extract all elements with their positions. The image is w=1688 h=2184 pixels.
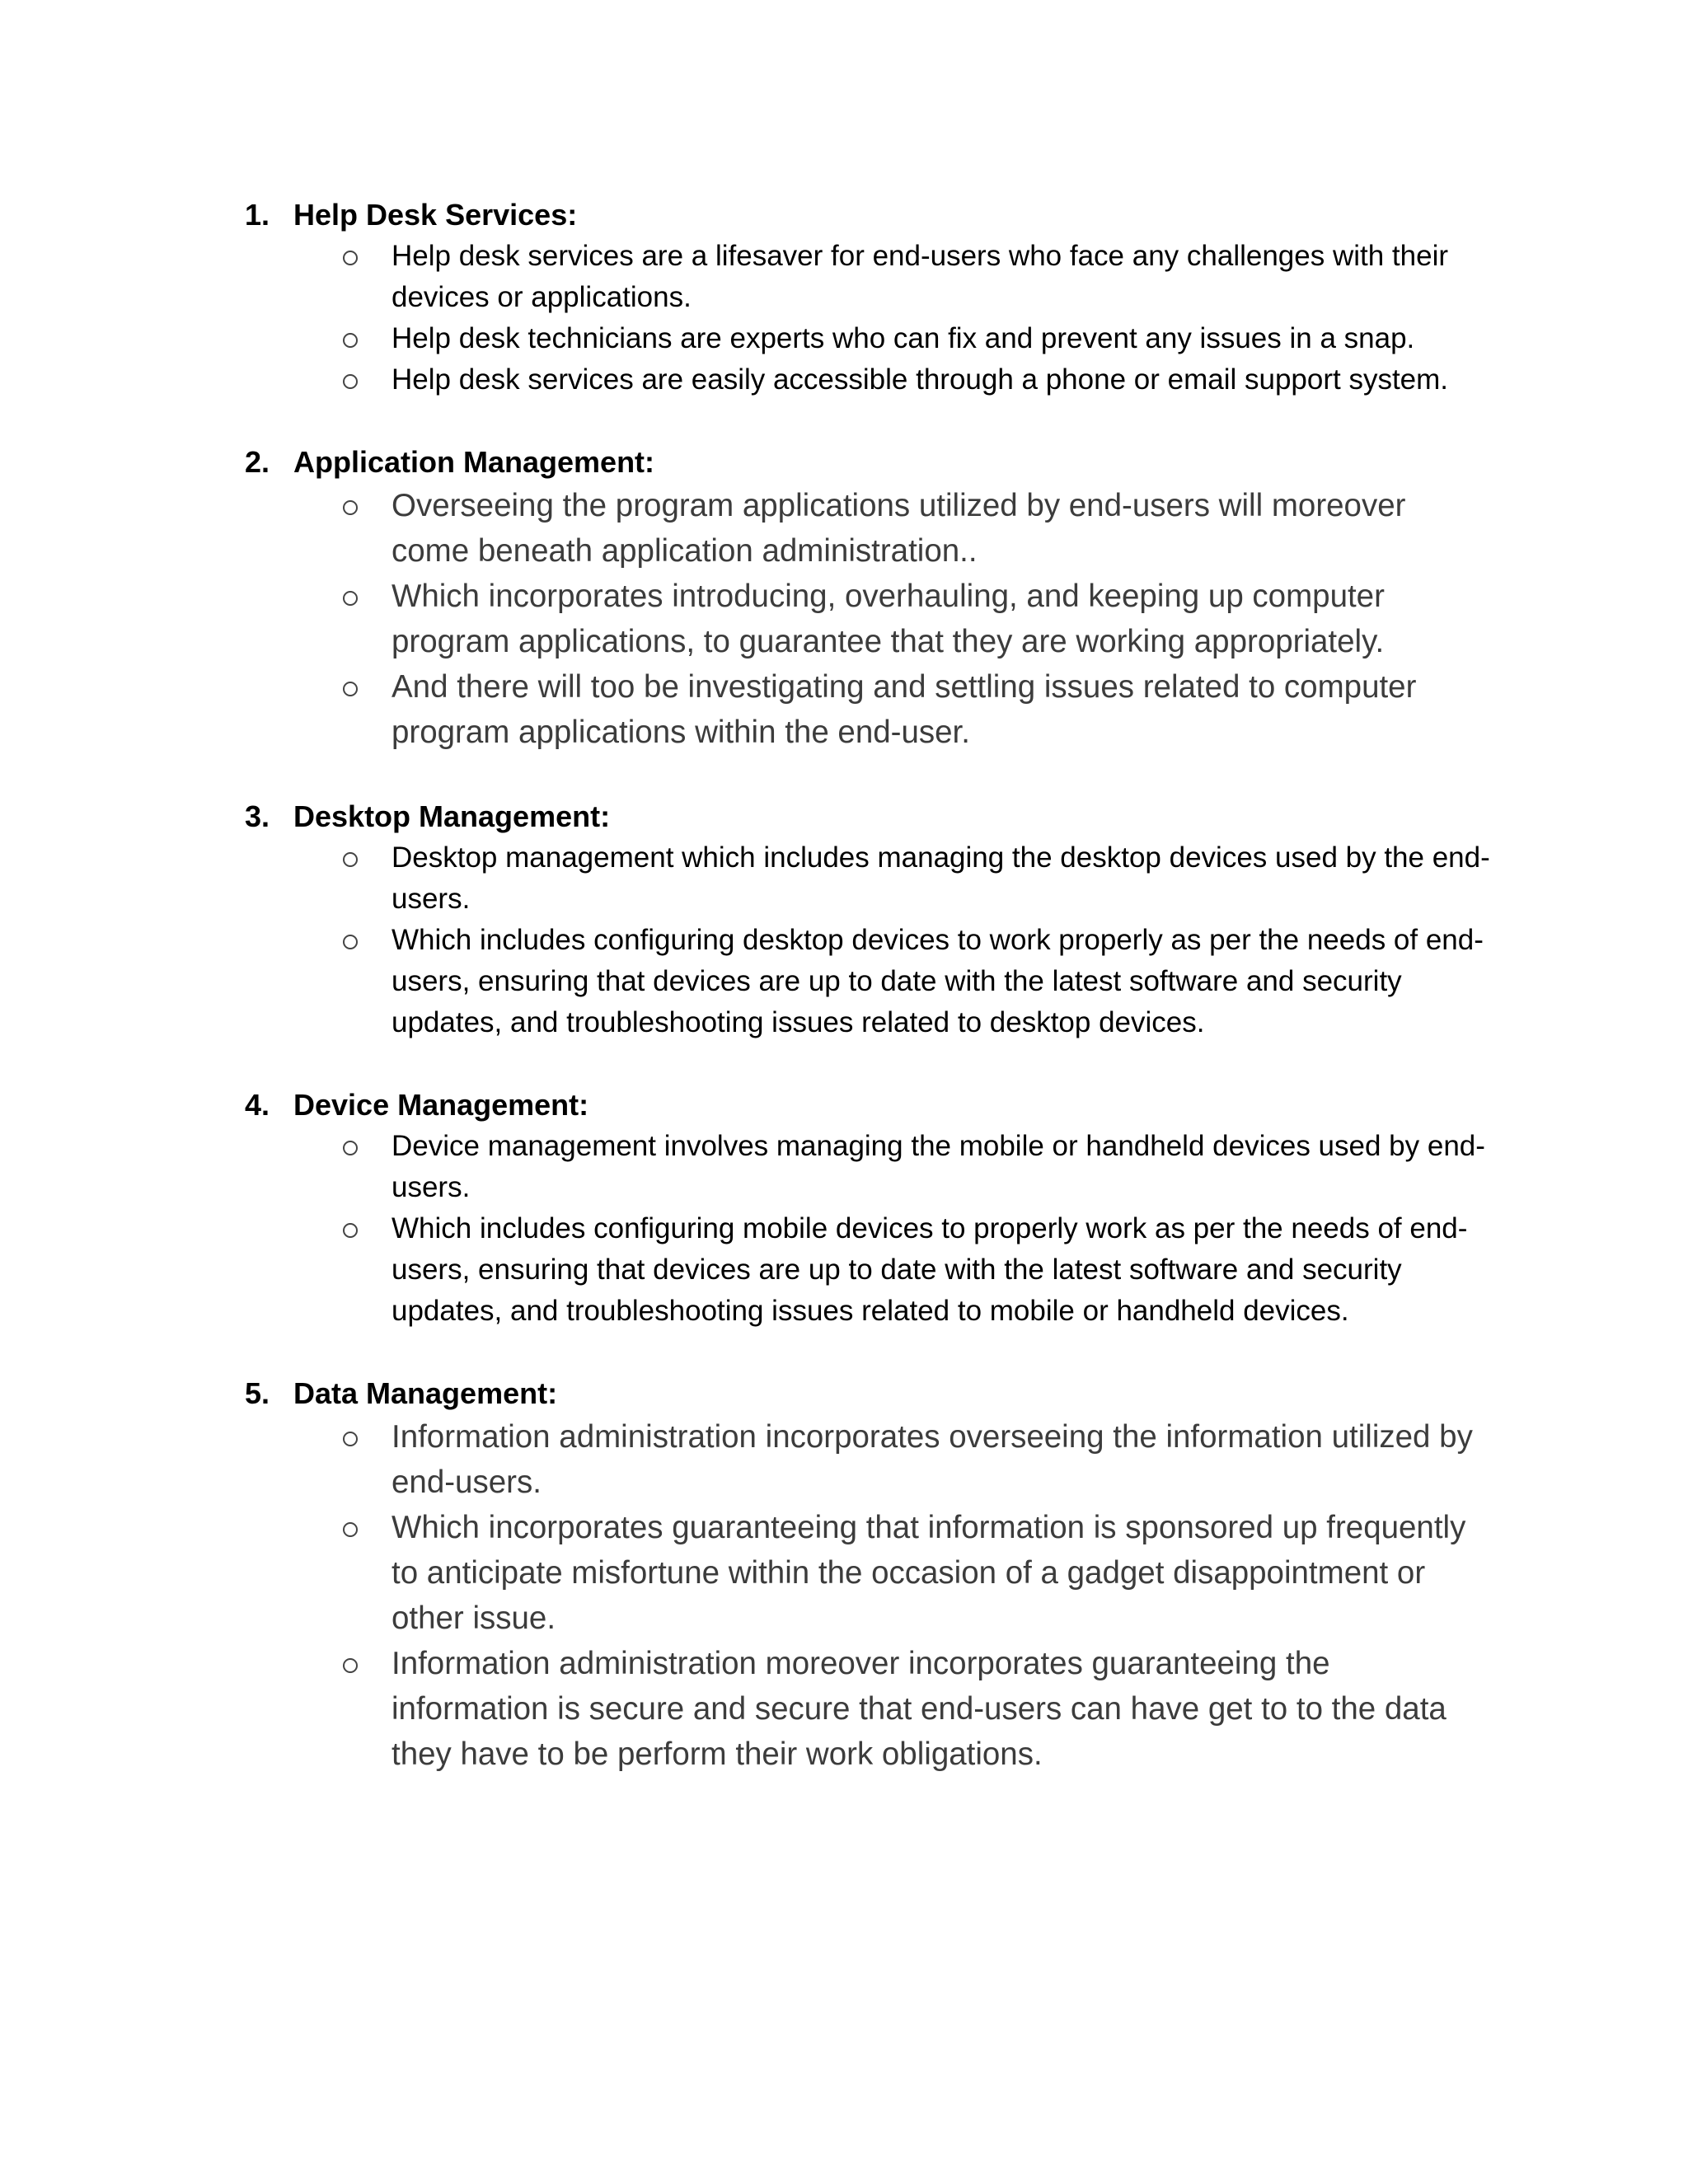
bullet-text: Desktop management which includes managing the desktop devices used by the end-users. bbox=[392, 841, 1490, 915]
hollow-circle-bullet-icon bbox=[338, 664, 363, 710]
section-device-management bbox=[0, 1085, 1688, 1332]
bullet-text: Which includes configuring mobile devices to properly work as per the needs of end-users, ensuring that devices are up to date with the latest software and security updates, and troubleshooting issues related to mobile or handheld devices. bbox=[392, 1212, 1468, 1327]
bullet-item bbox=[0, 236, 1492, 318]
bullet-item bbox=[0, 1414, 1492, 1505]
bullet-item bbox=[0, 574, 1492, 664]
section-heading bbox=[0, 194, 1688, 236]
section-title: Data Management: bbox=[293, 1376, 558, 1410]
bullet-text: Information administration incorporates overseeing the information utilized by end-users. bbox=[392, 1419, 1473, 1500]
hollow-circle-bullet-icon bbox=[338, 1414, 363, 1460]
bullet-text: Which incorporates guaranteeing that information is sponsored up frequently to anticipate misfortune within the occasion of a gadget disappointment or other issue. bbox=[392, 1510, 1466, 1636]
bullet-item bbox=[0, 1208, 1492, 1332]
bullet-list bbox=[0, 837, 1688, 1043]
document-content bbox=[0, 194, 1688, 1818]
section-heading bbox=[0, 1373, 1688, 1414]
bullet-item bbox=[0, 318, 1492, 359]
bullet-item bbox=[0, 483, 1492, 574]
bullet-item bbox=[0, 837, 1492, 920]
bullet-text: And there will too be investigating and settling issues related to computer program applications within the end-user. bbox=[392, 669, 1417, 750]
hollow-circle-bullet-icon bbox=[338, 574, 363, 619]
section-heading bbox=[0, 796, 1688, 837]
section-data-management bbox=[0, 1373, 1688, 1777]
bullet-item bbox=[0, 1126, 1492, 1208]
section-help-desk-services bbox=[0, 194, 1688, 401]
bullet-list bbox=[0, 1126, 1688, 1332]
section-heading bbox=[0, 1085, 1688, 1126]
bullet-list bbox=[0, 236, 1688, 401]
section-title: Help Desk Services: bbox=[293, 198, 578, 232]
hollow-circle-bullet-icon bbox=[338, 359, 363, 401]
hollow-circle-bullet-icon bbox=[338, 318, 363, 359]
hollow-circle-bullet-icon bbox=[338, 1505, 363, 1550]
section-title: Desktop Management: bbox=[293, 799, 611, 833]
bullet-item bbox=[0, 359, 1492, 401]
bullet-item bbox=[0, 920, 1492, 1043]
hollow-circle-bullet-icon bbox=[338, 1126, 363, 1167]
bullet-text: Which incorporates introducing, overhauling, and keeping up computer program applications, to guarantee that they are working appropriately. bbox=[392, 579, 1385, 659]
hollow-circle-bullet-icon bbox=[338, 920, 363, 961]
bullet-text: Help desk services are easily accessible through a phone or email support system. bbox=[392, 363, 1449, 396]
section-number: 4. bbox=[245, 1088, 270, 1122]
bullet-item bbox=[0, 664, 1492, 755]
bullet-text: Information administration moreover incorporates guaranteeing the information is secure and secure that end-users can have get to to the data they have to be perform their work obligations. bbox=[392, 1646, 1447, 1772]
hollow-circle-bullet-icon bbox=[338, 236, 363, 277]
section-number: 5. bbox=[245, 1376, 270, 1410]
section-number: 1. bbox=[245, 198, 270, 232]
section-number: 2. bbox=[245, 445, 270, 479]
bullet-text: Help desk services are a lifesaver for end-users who face any challenges with their devices or applications. bbox=[392, 240, 1449, 313]
hollow-circle-bullet-icon bbox=[338, 837, 363, 879]
section-number: 3. bbox=[245, 799, 270, 833]
section-title: Application Management: bbox=[293, 445, 655, 479]
bullet-text: Device management involves managing the mobile or handheld devices used by end-users. bbox=[392, 1130, 1485, 1203]
bullet-text: Help desk technicians are experts who can fix and prevent any issues in a snap. bbox=[392, 322, 1415, 354]
section-desktop-management bbox=[0, 796, 1688, 1043]
bullet-item bbox=[0, 1505, 1492, 1641]
bullet-item bbox=[0, 1641, 1492, 1777]
hollow-circle-bullet-icon bbox=[338, 483, 363, 528]
section-application-management bbox=[0, 442, 1688, 755]
hollow-circle-bullet-icon bbox=[338, 1641, 363, 1686]
section-title: Device Management: bbox=[293, 1088, 589, 1122]
bullet-text: Overseeing the program applications utilized by end-users will moreover come beneath application administration.. bbox=[392, 488, 1406, 569]
bullet-text: Which includes configuring desktop devices to work properly as per the needs of end-users, ensuring that devices are up to date with the latest software and security updates, and troubleshooting issues related to desktop devices. bbox=[392, 924, 1484, 1038]
bullet-list bbox=[0, 483, 1688, 755]
section-heading bbox=[0, 442, 1688, 483]
bullet-list bbox=[0, 1414, 1688, 1777]
hollow-circle-bullet-icon bbox=[338, 1208, 363, 1249]
